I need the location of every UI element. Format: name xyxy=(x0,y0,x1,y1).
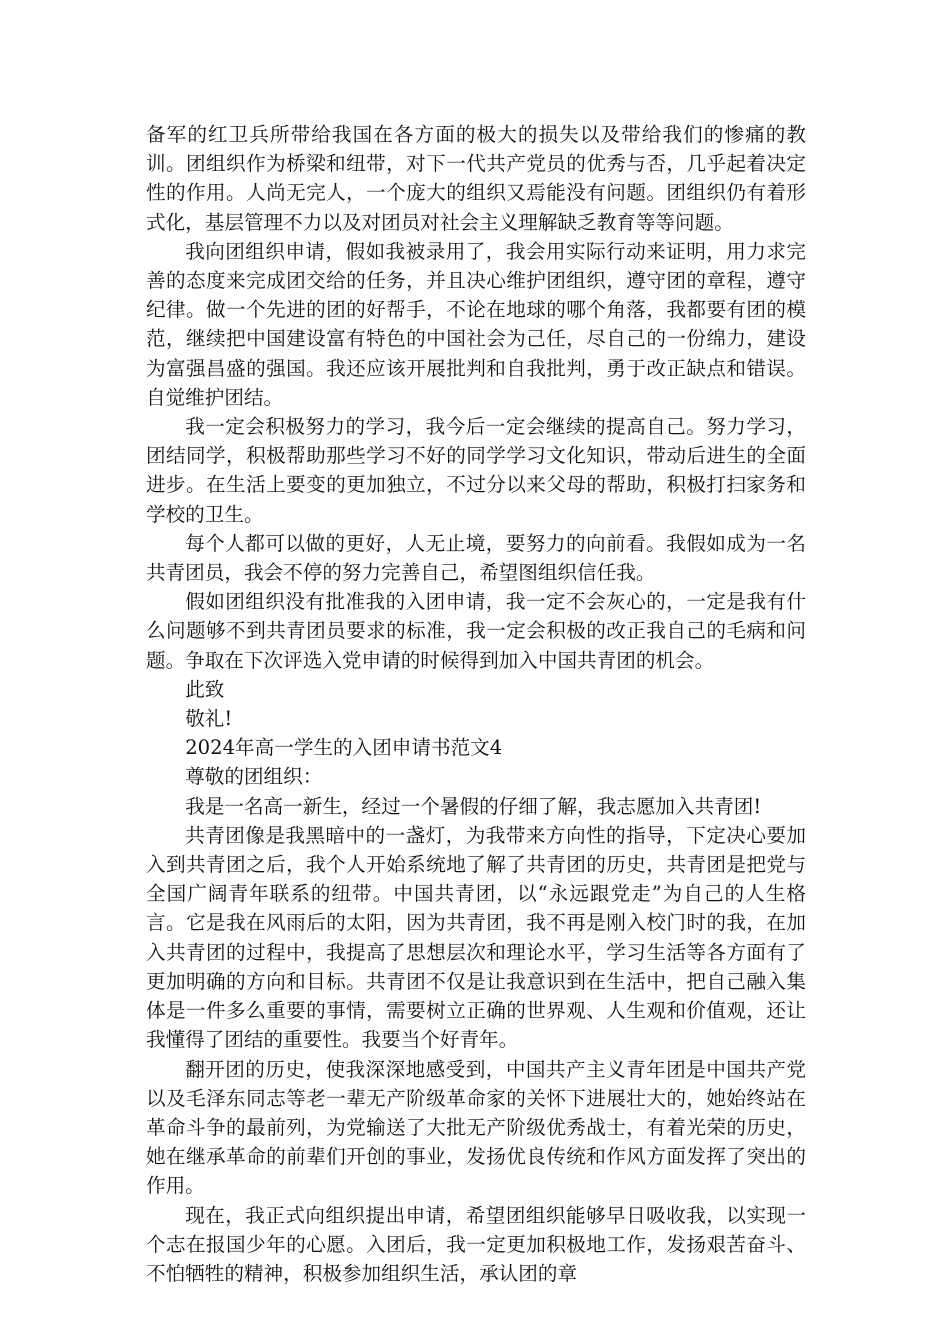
paragraph-4: 每个人都可以做的更好，人无止境，要努力的向前看。我假如成为一名共青团员，我会不停的努力完善自己，希望图组织信任我。 xyxy=(146,531,806,585)
paragraph-5: 假如团组织没有批准我的入团申请，我一定不会灰心的，一定是我有什么问题够不到共青团员要求的标准，我一定会积极的改正我自己的毛病和问题。争取在下次评选入党申请的时候得到加入中国共青团的机会。 xyxy=(146,590,806,672)
paragraph-7: 共青团像是我黑暗中的一盏灯，为我带来方向性的指导，下定决心要加入到共青团之后，我个人开始系统地了解了共青团的历史，共青团是把党与全国广阔青年联系的纽带。中国共青团，以“永远跟党走”为自己的人生格言。它是我在风雨后的太阳，因为共青团，我不再是刚入校门时的我，在加入共青团的过程中，我提高了思想层次和理论水平，学习生活等各方面有了更加明确的方向和目标。共青团不仅是让我意识到在生活中，把自己融入集体是一件多么重要的事情，需要树立正确的世界观、人生观和价值观，还让我懂得了团结的重要性。我要当个好青年。 xyxy=(146,823,806,1052)
paragraph-9: 现在，我正式向组织提出申请，希望团组织能够早日吸收我，以实现一个志在报国少年的心愿。入团后，我一定更加积极地工作，发扬艰苦奋斗、不怕牺牲的精神，积极参加组织生活，承认团的章 xyxy=(146,1203,806,1285)
paragraph-1: 备军的红卫兵所带给我国在各方面的极大的损失以及带给我们的惨痛的教训。团组织作为桥梁和纽带，对下一代共产党员的优秀与否，几乎起着决定性的作用。人尚无完人，一个庞大的组织又焉能没有问题。团组织仍有着形式化，基层管理不力以及对团员对社会主义理解缺乏教育等等问题。 xyxy=(146,123,806,234)
closing-regards: 敬礼! xyxy=(185,707,233,731)
letter-greeting: 尊敬的团组织： xyxy=(185,765,323,789)
paragraph-2: 我向团组织申请，假如我被录用了，我会用实际行动来证明，用力求完善的态度来完成团交给的任务，并且决心维护团组织，遵守团的章程，遵守纪律。做一个先进的团的好帮手，不论在地球的哪个角落，我都要有团的模范，继续把中国建设富有特色的中国社会为己任，尽自己的一份绵力，建设为富强昌盛的强国。我还应该开展批判和自我批判，勇于改正缺点和错误。自觉维护团结。 xyxy=(146,239,806,409)
document-body xyxy=(146,120,806,1288)
paragraph-8: 翻开团的历史，使我深深地感受到，中国共产主义青年团是中国共产党以及毛泽东同志等老一辈无产阶级革命家的关怀下进展壮大的，她始终站在革命斗争的最前列，为党输送了大批无产阶级优秀战士，有着光荣的历史，她在继承革命的前辈们开创的事业，发扬优良传统和作风方面发挥了突出的作用。 xyxy=(146,1057,806,1198)
paragraph-6: 我是一名高一新生，经过一个暑假的仔细了解，我志愿加入共青团! xyxy=(185,794,762,818)
section-title: 2024年高一学生的入团申请书范文4 xyxy=(185,736,503,760)
paragraph-3: 我一定会积极努力的学习，我今后一定会继续的提高自己。努力学习，团结同学，积极帮助那些学习不好的同学学习文化知识，带动后进生的全面进步。在生活上要变的更加独立，不过分以来父母的帮助，积极打扫家务和学校的卫生。 xyxy=(146,415,806,526)
closing-salutation: 此致 xyxy=(185,677,225,701)
